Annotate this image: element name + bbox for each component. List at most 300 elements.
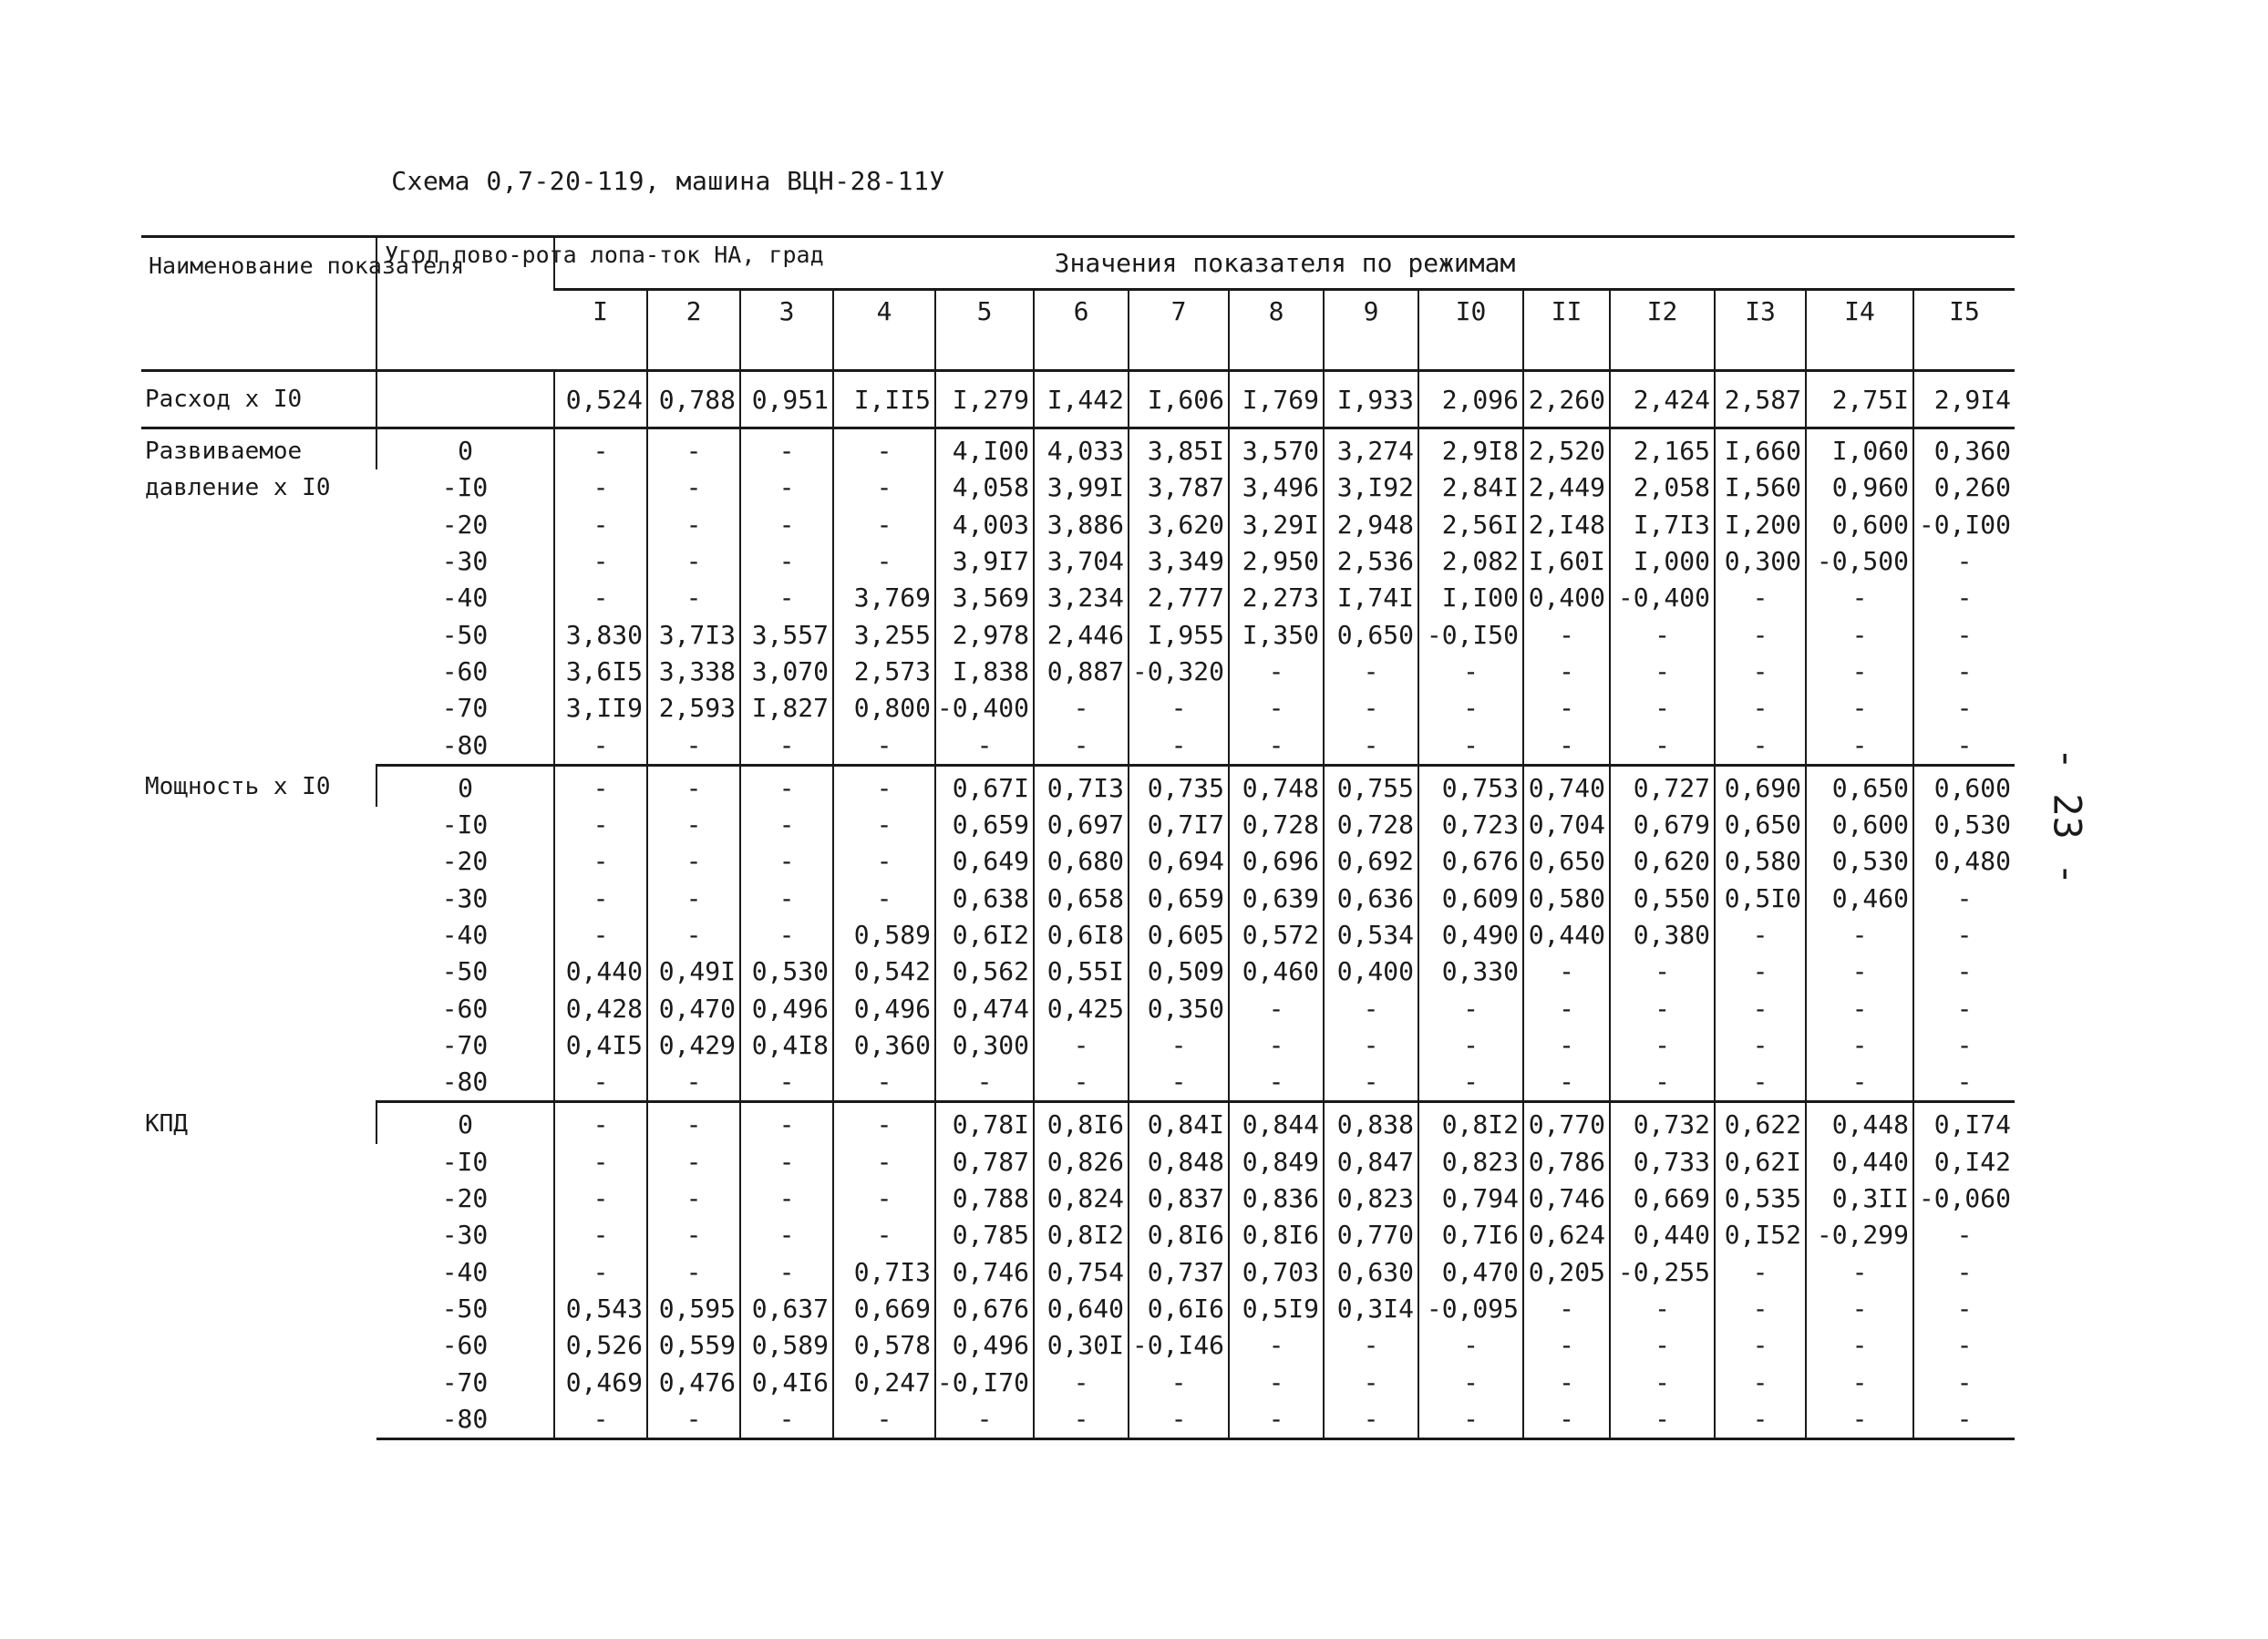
value-cell: -	[740, 1180, 833, 1217]
table-row	[141, 1027, 2015, 1064]
value-cell: I,60I	[1523, 543, 1610, 580]
value-cell: 0,509	[1129, 954, 1229, 990]
value-cell: -	[833, 428, 935, 470]
value-cell: -	[1034, 1027, 1129, 1064]
value-cell: -	[1610, 654, 1715, 690]
value-cell: -	[1129, 1364, 1229, 1400]
value-cell: 0,I42	[1913, 1144, 2015, 1180]
value-cell: -0,500	[1806, 543, 1913, 580]
value-cell: -	[1418, 1327, 1523, 1364]
value-cell: -	[554, 727, 647, 765]
table-row	[141, 1064, 2015, 1102]
value-cell: 0,550	[1610, 881, 1715, 917]
value-cell: 0,704	[1523, 807, 1610, 843]
value-cell: -	[554, 428, 647, 470]
value-cell: 2,520	[1523, 428, 1610, 470]
value-cell: 0,770	[1523, 1102, 1610, 1144]
value-cell: 0,55I	[1034, 954, 1129, 990]
value-cell: 0,589	[833, 917, 935, 954]
value-cell: -	[1324, 1401, 1418, 1439]
value-cell: -	[1418, 990, 1523, 1026]
value-cell: 0,649	[935, 843, 1034, 880]
value-cell: 0,639	[1229, 881, 1324, 917]
mode-header: I3	[1715, 290, 1806, 371]
flow-value: 2,9I4	[1913, 371, 2015, 428]
table-row	[141, 807, 2015, 843]
value-cell: 0,535	[1715, 1180, 1806, 1217]
value-cell: -	[740, 881, 833, 917]
value-cell: -	[740, 1401, 833, 1439]
value-cell: 0,562	[935, 954, 1034, 990]
flow-value: I,279	[935, 371, 1034, 428]
value-cell: -	[1610, 1291, 1715, 1327]
flow-value: I,606	[1129, 371, 1229, 428]
value-cell: -	[1229, 654, 1324, 690]
angle-cell: -I0	[441, 809, 489, 840]
value-cell: 3,338	[647, 654, 740, 690]
value-cell: -	[1418, 654, 1523, 690]
value-cell: 3,070	[740, 654, 833, 690]
value-cell: 3,769	[833, 580, 935, 616]
value-cell: 0,746	[1523, 1180, 1610, 1217]
mode-header: II	[1523, 290, 1610, 371]
performance-table	[141, 235, 2015, 1440]
flow-row	[141, 371, 2015, 428]
value-cell: -	[1418, 1401, 1523, 1439]
value-cell: -	[1610, 990, 1715, 1026]
value-cell: -	[1913, 1327, 2015, 1364]
value-cell: -	[1523, 990, 1610, 1026]
value-cell: -	[1523, 616, 1610, 653]
value-cell: -	[935, 1401, 1034, 1439]
value-cell: 0,400	[1523, 580, 1610, 616]
value-cell: 0,4I6	[740, 1364, 833, 1400]
value-cell: 0,I52	[1715, 1217, 1806, 1253]
mode-header: I	[554, 290, 647, 371]
value-cell: 0,8I2	[1418, 1102, 1523, 1144]
mode-header: 8	[1229, 290, 1324, 371]
value-cell: 0,703	[1229, 1254, 1324, 1291]
value-cell: 0,476	[647, 1364, 740, 1400]
value-cell: -	[1129, 1401, 1229, 1439]
value-cell: 0,49I	[647, 954, 740, 990]
value-cell: 3,496	[1229, 469, 1324, 506]
value-cell: 0,694	[1129, 843, 1229, 880]
value-cell: 0,360	[833, 1027, 935, 1064]
value-cell: 0,624	[1523, 1217, 1610, 1253]
table-row	[141, 1291, 2015, 1327]
mode-header: 7	[1129, 290, 1229, 371]
angle-cell: -40	[441, 920, 489, 950]
value-cell: 0,6I8	[1034, 917, 1129, 954]
value-cell: -	[740, 1102, 833, 1144]
table-row	[141, 507, 2015, 543]
value-cell: 2,777	[1129, 580, 1229, 616]
value-cell: -	[740, 917, 833, 954]
value-cell: 0,595	[647, 1291, 740, 1327]
value-cell: 0,350	[1129, 990, 1229, 1026]
value-cell: -	[833, 507, 935, 543]
value-cell: 0,847	[1324, 1144, 1418, 1180]
mode-header: I0	[1418, 290, 1523, 371]
value-cell: -	[1913, 654, 2015, 690]
value-cell: 0,676	[935, 1291, 1034, 1327]
value-cell: 0,260	[1913, 469, 2015, 506]
table-row	[141, 881, 2015, 917]
value-cell: -	[1806, 954, 1913, 990]
value-cell: 0,600	[1806, 507, 1913, 543]
value-cell: -	[647, 543, 740, 580]
value-cell: -	[1610, 616, 1715, 653]
value-cell: -	[1715, 1364, 1806, 1400]
value-cell: 0,3II	[1806, 1180, 1913, 1217]
value-cell: 0,429	[647, 1027, 740, 1064]
value-cell: 0,636	[1324, 881, 1418, 917]
angle-cell: -40	[441, 582, 489, 613]
table-row	[141, 1327, 2015, 1364]
value-cell: -	[1806, 1401, 1913, 1439]
value-cell: -	[1913, 954, 2015, 990]
value-cell: 0,440	[1610, 1217, 1715, 1253]
table-row	[141, 727, 2015, 765]
flow-value: 2,260	[1523, 371, 1610, 428]
value-cell: 0,448	[1806, 1102, 1913, 1144]
header-angle: Угол пово-рота лопа-ток НА, град	[376, 237, 554, 371]
value-cell: 3,29I	[1229, 507, 1324, 543]
value-cell: 0,754	[1034, 1254, 1129, 1291]
value-cell: 0,787	[935, 1144, 1034, 1180]
value-cell: 3,7I3	[647, 616, 740, 653]
value-cell: -	[1715, 690, 1806, 727]
value-cell: 0,84I	[1129, 1102, 1229, 1144]
value-cell: 0,330	[1418, 954, 1523, 990]
value-cell: -	[1324, 1327, 1418, 1364]
value-cell: -	[935, 727, 1034, 765]
value-cell: 0,887	[1034, 654, 1129, 690]
value-cell: I,000	[1610, 543, 1715, 580]
value-cell: 0,823	[1418, 1144, 1523, 1180]
flow-value: 2,587	[1715, 371, 1806, 428]
value-cell: 0,I74	[1913, 1102, 2015, 1144]
value-cell: 0,400	[1324, 954, 1418, 990]
value-cell: 0,638	[935, 881, 1034, 917]
value-cell: 0,380	[1610, 917, 1715, 954]
value-cell: 0,7I3	[1034, 765, 1129, 807]
value-cell: 0,838	[1324, 1102, 1418, 1144]
value-cell: -	[1913, 1401, 2015, 1439]
value-cell: -	[1715, 917, 1806, 954]
value-cell: -	[554, 1180, 647, 1217]
table-row	[141, 954, 2015, 990]
value-cell: 3,255	[833, 616, 935, 653]
value-cell: -	[554, 881, 647, 917]
value-cell: 0,5I0	[1715, 881, 1806, 917]
value-cell: 0,600	[1806, 807, 1913, 843]
value-cell: -	[1806, 1291, 1913, 1327]
value-cell: 0,753	[1418, 765, 1523, 807]
mode-header: 2	[647, 290, 740, 371]
angle-cell: -60	[441, 993, 489, 1024]
value-cell: -	[554, 1064, 647, 1102]
mode-header: I5	[1913, 290, 2015, 371]
mode-header: 9	[1324, 290, 1418, 371]
value-cell: -	[1523, 954, 1610, 990]
value-cell: -	[1418, 690, 1523, 727]
value-cell: -	[1610, 1327, 1715, 1364]
value-cell: -	[740, 1144, 833, 1180]
value-cell: 0,530	[1806, 843, 1913, 880]
value-cell: -	[1913, 1217, 2015, 1253]
value-cell: 3,349	[1129, 543, 1229, 580]
value-cell: -	[1523, 1364, 1610, 1400]
value-cell: -	[1715, 1027, 1806, 1064]
value-cell: -0,I46	[1129, 1327, 1229, 1364]
value-cell: -	[1715, 990, 1806, 1026]
value-cell: -	[740, 580, 833, 616]
value-cell: -	[833, 727, 935, 765]
value-cell: 2,978	[935, 616, 1034, 653]
row-label: Расход x I0	[141, 371, 376, 428]
value-cell: -	[1913, 1254, 2015, 1291]
value-cell: 0,542	[833, 954, 935, 990]
value-cell: 0,300	[935, 1027, 1034, 1064]
value-cell: -	[1610, 1027, 1715, 1064]
value-cell: 0,8I2	[1034, 1217, 1129, 1253]
value-cell: -0,I50	[1418, 616, 1523, 653]
value-cell: 0,786	[1523, 1144, 1610, 1180]
table-row	[141, 469, 2015, 506]
angle-cell: -70	[441, 1029, 489, 1060]
value-cell: -	[554, 1144, 647, 1180]
header-name: Наименование показателя	[141, 237, 376, 371]
mode-header: 3	[740, 290, 833, 371]
document-title: Схема 0,7-20-119, машина ВЦН-28-11У	[391, 166, 945, 196]
value-cell: 3,569	[935, 580, 1034, 616]
value-cell: -	[1523, 727, 1610, 765]
value-cell: 0,676	[1418, 843, 1523, 880]
value-cell: -	[1913, 580, 2015, 616]
value-cell: -	[554, 765, 647, 807]
value-cell: -	[647, 428, 740, 470]
value-cell: 0,578	[833, 1327, 935, 1364]
value-cell: -	[1523, 1327, 1610, 1364]
value-cell: -0,I00	[1913, 507, 2015, 543]
value-cell: 0,794	[1418, 1180, 1523, 1217]
table-row	[141, 1217, 2015, 1253]
value-cell: -	[1523, 654, 1610, 690]
value-cell: -	[1418, 727, 1523, 765]
value-cell: -	[1913, 616, 2015, 653]
value-cell: -	[1715, 1327, 1806, 1364]
table-row	[141, 1401, 2015, 1439]
value-cell: 0,30I	[1034, 1327, 1129, 1364]
value-cell: 3,886	[1034, 507, 1129, 543]
value-cell: 2,84I	[1418, 469, 1523, 506]
value-cell: 2,I48	[1523, 507, 1610, 543]
value-cell: -	[1913, 690, 2015, 727]
mode-header: 6	[1034, 290, 1129, 371]
value-cell: 4,I00	[935, 428, 1034, 470]
flow-value: 2,424	[1610, 371, 1715, 428]
value-cell: 0,748	[1229, 765, 1324, 807]
value-cell: 0,658	[1034, 881, 1129, 917]
value-cell: -	[1806, 1064, 1913, 1102]
value-cell: -	[1610, 690, 1715, 727]
value-cell: 0,7I6	[1418, 1217, 1523, 1253]
flow-value: 0,788	[647, 371, 740, 428]
value-cell: 0,496	[935, 1327, 1034, 1364]
value-cell: 0,836	[1229, 1180, 1324, 1217]
value-cell: 0,526	[554, 1327, 647, 1364]
angle-cell: -70	[441, 1366, 489, 1397]
value-cell: 3,85I	[1129, 428, 1229, 470]
table-row	[141, 616, 2015, 653]
value-cell: -	[1523, 1064, 1610, 1102]
value-cell: -	[1913, 543, 2015, 580]
value-cell: 0,4I8	[740, 1027, 833, 1064]
value-cell: -	[647, 507, 740, 543]
value-cell: -	[833, 469, 935, 506]
value-cell: 0,440	[1523, 917, 1610, 954]
value-cell: -	[1324, 1064, 1418, 1102]
value-cell: 0,650	[1715, 807, 1806, 843]
value-cell: -	[833, 1180, 935, 1217]
value-cell: 0,474	[935, 990, 1034, 1026]
value-cell: -	[554, 580, 647, 616]
value-cell: 0,679	[1610, 807, 1715, 843]
value-cell: -	[1324, 654, 1418, 690]
value-cell: 0,692	[1324, 843, 1418, 880]
angle-cell: 0	[376, 428, 554, 470]
value-cell: -	[1715, 580, 1806, 616]
angle-cell: -20	[441, 509, 489, 540]
value-cell: 0,669	[1610, 1180, 1715, 1217]
value-cell: -	[554, 807, 647, 843]
value-cell: -	[833, 881, 935, 917]
flow-value: 0,524	[554, 371, 647, 428]
value-cell: 0,543	[554, 1291, 647, 1327]
value-cell: 2,948	[1324, 507, 1418, 543]
value-cell: 0,848	[1129, 1144, 1229, 1180]
value-cell: 0,640	[1034, 1291, 1129, 1327]
value-cell: 4,003	[935, 507, 1034, 543]
value-cell: 3,557	[740, 616, 833, 653]
value-cell: 0,697	[1034, 807, 1129, 843]
value-cell: 0,440	[554, 954, 647, 990]
value-cell: 2,593	[647, 690, 740, 727]
value-cell: 2,9I8	[1418, 428, 1523, 470]
value-cell: -	[1418, 1064, 1523, 1102]
flow-value: I,442	[1034, 371, 1129, 428]
value-cell: -	[1523, 1027, 1610, 1064]
angle-cell: -30	[441, 546, 489, 577]
value-cell: 0,6I6	[1129, 1291, 1229, 1327]
value-cell: -	[1324, 1027, 1418, 1064]
value-cell: -	[1610, 727, 1715, 765]
value-cell: 0,690	[1715, 765, 1806, 807]
value-cell: 0,600	[1913, 765, 2015, 807]
value-cell: 0,300	[1715, 543, 1806, 580]
angle-cell: -20	[441, 846, 489, 877]
value-cell: -	[1418, 1027, 1523, 1064]
angle-cell: -60	[441, 1330, 489, 1361]
angle-cell: -30	[441, 882, 489, 913]
value-cell: 0,637	[740, 1291, 833, 1327]
value-cell: -	[647, 727, 740, 765]
value-cell: -	[740, 507, 833, 543]
value-cell: -	[647, 917, 740, 954]
value-cell: 2,273	[1229, 580, 1324, 616]
value-cell: 0,669	[833, 1291, 935, 1327]
value-cell: 0,844	[1229, 1102, 1324, 1144]
value-cell: -	[647, 469, 740, 506]
value-cell: -	[833, 807, 935, 843]
value-cell: 0,480	[1913, 843, 2015, 880]
value-cell: 0,5I9	[1229, 1291, 1324, 1327]
value-cell: 0,735	[1129, 765, 1229, 807]
value-cell: -	[1715, 654, 1806, 690]
angle-cell: -80	[376, 1064, 554, 1102]
value-cell: -	[1913, 1064, 2015, 1102]
value-cell: 3,570	[1229, 428, 1324, 470]
value-cell: -	[647, 765, 740, 807]
value-cell: 3,9I7	[935, 543, 1034, 580]
value-cell: -	[740, 765, 833, 807]
value-cell: I,955	[1129, 616, 1229, 653]
value-cell: 2,449	[1523, 469, 1610, 506]
value-cell: 0,460	[1806, 881, 1913, 917]
value-cell: -	[833, 1217, 935, 1253]
value-cell: -	[554, 1254, 647, 1291]
value-cell: -	[1034, 690, 1129, 727]
value-cell: -0,060	[1913, 1180, 2015, 1217]
value-cell: -	[554, 469, 647, 506]
value-cell: 0,960	[1806, 469, 1913, 506]
value-cell: -	[833, 1144, 935, 1180]
value-cell: -	[1610, 954, 1715, 990]
angle-cell: -80	[376, 727, 554, 765]
value-cell: 0,534	[1324, 917, 1418, 954]
value-cell: -0,400	[935, 690, 1034, 727]
value-cell: 0,496	[740, 990, 833, 1026]
value-cell: -0,400	[1610, 580, 1715, 616]
value-cell: -	[833, 1102, 935, 1144]
page-number	[2040, 743, 2095, 889]
value-cell: -	[1034, 1064, 1129, 1102]
value-cell: -	[554, 1217, 647, 1253]
value-cell: -	[1229, 690, 1324, 727]
header-group: Значения показателя по режимам	[554, 237, 2015, 290]
value-cell: 3,I92	[1324, 469, 1418, 506]
value-cell: -	[554, 543, 647, 580]
value-cell: 0,78I	[935, 1102, 1034, 1144]
flow-value: I,933	[1324, 371, 1418, 428]
value-cell: -	[1913, 1291, 2015, 1327]
value-cell: -0,I70	[935, 1364, 1034, 1400]
value-cell: 0,728	[1324, 807, 1418, 843]
value-cell: I,I00	[1418, 580, 1523, 616]
table-body	[141, 371, 2015, 1439]
mode-header: I4	[1806, 290, 1913, 371]
value-cell: -	[1806, 990, 1913, 1026]
value-cell: -	[1229, 1027, 1324, 1064]
value-cell: -	[1913, 990, 2015, 1026]
value-cell: 0,7I7	[1129, 807, 1229, 843]
value-cell: -	[1715, 1401, 1806, 1439]
value-cell: 0,659	[935, 807, 1034, 843]
value-cell: 0,530	[1913, 807, 2015, 843]
angle-cell: -50	[441, 1293, 489, 1324]
